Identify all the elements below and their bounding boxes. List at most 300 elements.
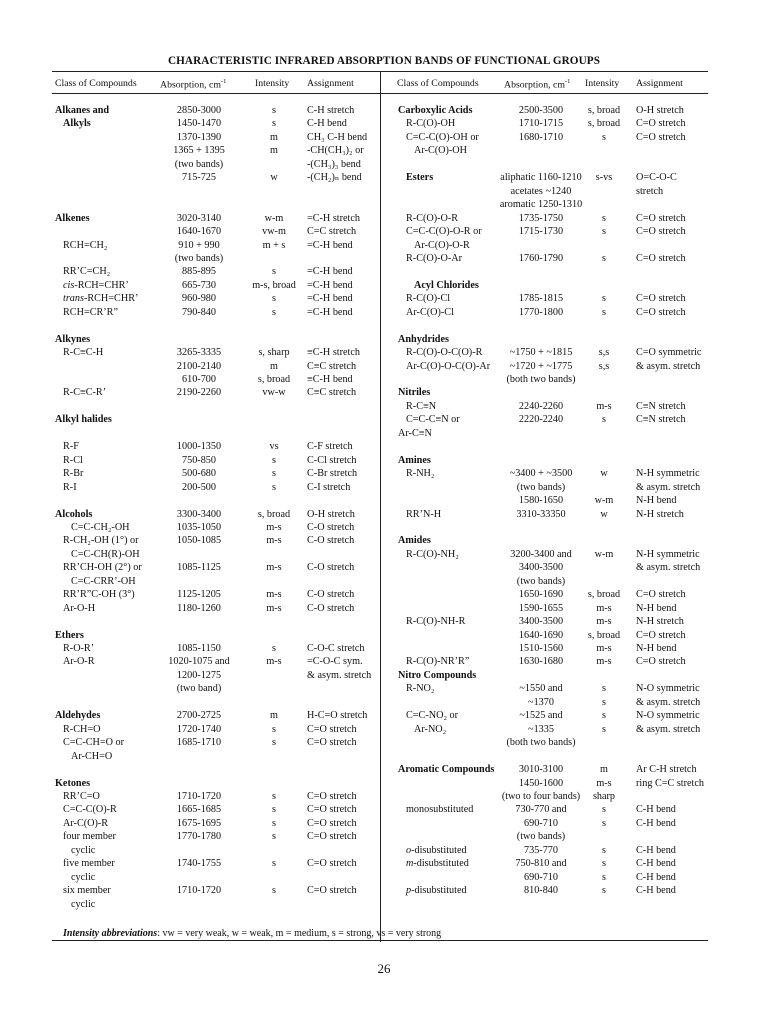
class-cell: Alcohols <box>55 508 93 520</box>
assignment-cell: O-H stretch <box>307 508 355 520</box>
intensity-cell: m <box>270 145 278 157</box>
header-class: Class of Compounds <box>55 78 137 89</box>
class-cell: Carboxylic Acids <box>398 105 473 116</box>
absorption-cell: 1450-1600 <box>518 777 564 789</box>
assignment-cell: C=O stretch <box>636 306 686 318</box>
assignment-cell: -(CH₃)₃ bend <box>307 158 361 170</box>
assignment-cell: C=O stretch <box>636 131 686 143</box>
class-cell: Alkyls <box>63 118 91 130</box>
class-cell: R-NH₂ <box>406 468 435 480</box>
class-cell: R-C(O)-OH <box>406 118 456 130</box>
class-cell: Amines <box>398 454 431 466</box>
absorption-cell: 1365 + 1395 <box>173 145 225 157</box>
absorption-cell: 750-850 <box>182 454 216 466</box>
intensity-cell: m-s <box>596 616 612 628</box>
intensity-cell: s <box>272 817 276 829</box>
class-cell: RCH=CR’R” <box>63 306 118 318</box>
intensity-cell: s <box>602 723 606 735</box>
class-cell: C=C-NO₂ or <box>406 710 459 722</box>
absorption-cell: 3265-3335 <box>176 347 222 359</box>
class-cell: R-F <box>63 441 79 453</box>
assignment-cell: N-H symmetric <box>636 548 700 560</box>
assignment-cell: -CH(CH₃)₂ or <box>307 145 364 157</box>
absorption-cell: 1760-1790 <box>518 252 564 264</box>
absorption-cell: 3010-3100 <box>518 764 564 776</box>
class-cell: R-C(O)-NH-R <box>406 616 466 628</box>
assignment-cell: C≡N stretch <box>636 414 686 426</box>
class-cell: R-I <box>63 481 77 493</box>
intensity-cell: s, sharp <box>258 347 290 359</box>
absorption-cell: ~1335 <box>528 723 554 735</box>
page-number: 26 <box>377 961 391 976</box>
assignment-cell: C=O stretch <box>307 858 357 870</box>
intensity-cell: m-s <box>266 535 282 547</box>
header-absorption-text: Absorption, cm <box>504 79 565 91</box>
class-cell: Ar-C(O)-R <box>63 817 109 829</box>
assignment-cell: C-I stretch <box>307 481 351 493</box>
intensity-cell: s <box>602 804 606 816</box>
intensity-cell: s <box>602 858 606 870</box>
intensity-cell: s, broad <box>257 508 291 520</box>
assignment-cell: & asym. stretch <box>636 481 701 493</box>
class-cell: Ar-CH=O <box>71 750 113 762</box>
class-cell: C=C-C(O)-OH or <box>406 131 479 143</box>
class-cell: R-C(O)-NH₂ <box>406 548 459 560</box>
absorption-cell: 1510-1560 <box>518 643 564 654</box>
header-absorption <box>160 78 226 90</box>
assignment-cell: O=C-O-C <box>636 172 677 184</box>
intensity-cell: s, broad <box>587 589 621 601</box>
header-intensity: Intensity <box>585 78 620 89</box>
class-cell: Ethers <box>55 629 84 641</box>
absorption-cell: 1000-1350 <box>176 441 222 453</box>
absorption-cell: 1085-1150 <box>177 643 221 654</box>
intensity-cell: m-s <box>596 400 612 412</box>
class-cell: Alkynes <box>55 333 91 345</box>
intensity-cell: s-vs <box>595 172 613 184</box>
absorption-cell: 2220-2240 <box>518 414 564 426</box>
absorption-cell: 1735-1750 <box>518 212 564 224</box>
header-absorption <box>504 78 570 90</box>
class-cell: p-disubstituted <box>406 885 467 897</box>
class-cell: Ketones <box>55 777 91 789</box>
class-cell: Nitriles <box>398 387 431 399</box>
assignment-cell: C-H bend <box>636 804 676 816</box>
absorption-cell: 1085-1125 <box>177 562 221 574</box>
class-cell: cis-RCH=CHR’ <box>63 279 129 291</box>
absorption-cell: 1710-1720 <box>176 790 222 802</box>
assignment-cell: N-O symmetric <box>636 710 700 722</box>
assignment-cell: C=O stretch <box>307 831 357 843</box>
absorption-cell: 1770-1780 <box>176 831 222 843</box>
absorption-cell: 665-730 <box>182 279 216 291</box>
assignment-cell: N-H bend <box>636 495 677 507</box>
absorption-cell: 610-700 <box>182 374 216 385</box>
column-divider <box>380 72 381 942</box>
class-cell: Ar-O-R <box>63 656 95 668</box>
assignment-cell: N-H stretch <box>636 616 684 628</box>
assignment-cell: C-O stretch <box>307 535 355 547</box>
absorption-cell: 1770-1800 <box>518 306 564 318</box>
assignment-cell: C=O stretch <box>307 723 357 735</box>
absorption-cell: 1630-1680 <box>518 656 564 668</box>
absorption-cell: 1050-1085 <box>176 535 222 547</box>
class-cell: R-C(O)-NR’R” <box>406 656 470 668</box>
header-absorption-unit: -1 <box>220 78 227 85</box>
intensity-cell: s <box>602 710 606 722</box>
absorption-cell: 1020-1075 and <box>168 656 230 668</box>
assignment-cell: & asym. stretch <box>636 696 701 708</box>
assignment-cell: C=O stretch <box>636 212 686 224</box>
class-cell: trans-RCH=CHR’ <box>63 293 139 305</box>
absorption-cell: ~3400 + ~3500 <box>509 468 573 480</box>
absorption-cell: 3400-3500 <box>518 616 564 628</box>
intensity-cell: m-s <box>596 643 612 654</box>
intensity-cell: m-s, broad <box>252 279 296 291</box>
assignment-cell: =C-H bend <box>307 239 353 251</box>
absorption-cell: 1125-1205 <box>177 589 221 601</box>
absorption-cell: ~1525 and <box>519 710 563 722</box>
class-cell: C=C-CRR’-OH <box>71 575 136 587</box>
class-cell: R-C(O)-O-R <box>406 212 459 224</box>
class-cell: Esters <box>406 172 434 184</box>
absorption-cell: 1715-1730 <box>518 226 564 238</box>
absorption-cell: (both two bands) <box>506 737 576 749</box>
assignment-cell: C-H bend <box>636 885 676 897</box>
assignment-cell: C-H stretch <box>307 105 355 116</box>
class-cell: R-C≡N <box>406 400 437 412</box>
absorption-cell: 690-710 <box>524 871 558 883</box>
assignment-cell: N-H bend <box>636 643 677 654</box>
absorption-cell: 1650-1690 <box>518 589 564 601</box>
assignment-cell: C=O stretch <box>636 118 686 130</box>
absorption-cell: 1710-1715 <box>518 118 564 130</box>
absorption-cell: 910 + 990 <box>178 239 220 251</box>
intensity-abbreviations <box>63 928 441 939</box>
class-cell: RR’N-H <box>406 508 442 520</box>
class-cell: C=C-CH₂-OH <box>71 521 130 533</box>
intensity-cell: s <box>602 817 606 829</box>
absorption-cell: 810-840 <box>524 885 558 897</box>
intensity-cell: s,s <box>598 347 610 359</box>
intensity-cell: s <box>272 118 276 130</box>
class-cell: RR’C=CH₂ <box>63 266 111 278</box>
intensity-cell: s <box>602 414 606 426</box>
assignment-cell: C=O symmetric <box>636 347 702 359</box>
intensity-cell: s, broad <box>257 374 291 385</box>
assignment-cell: C-O stretch <box>307 562 355 574</box>
intensity-cell: s <box>602 696 606 708</box>
intensity-cell: s <box>272 306 276 318</box>
header-assignment: Assignment <box>636 78 683 89</box>
intensity-cell: m-s <box>266 589 282 601</box>
class-cell: C=C-CH(R)-OH <box>71 548 140 560</box>
class-cell: C=C-CH=O or <box>63 737 125 749</box>
absorption-cell: 1680-1710 <box>518 131 564 143</box>
intensity-cell: vw-m <box>262 226 286 238</box>
intensity-cell: s <box>272 723 276 735</box>
absorption-cell: 500-680 <box>182 468 216 480</box>
absorption-cell: 2850-3000 <box>176 105 222 116</box>
assignment-cell: C-Br stretch <box>307 468 358 480</box>
intensity-cell: s <box>272 804 276 816</box>
absorption-cell: 790-840 <box>182 306 216 318</box>
absorption-cell: 2100-2140 <box>176 360 222 372</box>
assignment-cell: N-O symmetric <box>636 683 700 695</box>
assignment-cell: C-O stretch <box>307 521 355 533</box>
intensity-cell: sharp <box>592 790 616 802</box>
absorption-cell: ~1750 + ~1815 <box>509 347 573 359</box>
absorption-cell: 1710-1720 <box>176 885 222 897</box>
class-cell: Anhydrides <box>398 333 449 345</box>
absorption-cell: 730-770 and <box>515 804 567 816</box>
assignment-cell: C-Cl stretch <box>307 454 357 466</box>
class-cell: Alkyl halides <box>55 414 112 426</box>
assignment-cell: C-H bend <box>636 871 676 883</box>
absorption-cell: ~1370 <box>528 696 554 708</box>
assignment-cell: C=O stretch <box>307 790 357 802</box>
assignment-cell: C-F stretch <box>307 441 353 453</box>
intensity-cell: m <box>270 710 278 722</box>
class-cell: o-disubstituted <box>406 844 467 856</box>
absorption-cell: 1200-1275 <box>176 669 222 681</box>
absorption-cell: 1640-1690 <box>518 629 564 641</box>
intensity-cell: s, broad <box>587 105 621 116</box>
absorption-cell: 3310-33350 <box>516 508 566 520</box>
header-assignment: Assignment <box>307 78 354 89</box>
assignment-cell: =C-H bend <box>307 266 353 278</box>
abbreviations-text: : vw = very weak, w = weak, m = medium, s = strong, vs = very strong <box>157 928 442 939</box>
class-cell: monosubstituted <box>406 804 474 816</box>
class-cell: R-Cl <box>63 454 83 466</box>
intensity-cell: s <box>602 871 606 883</box>
class-cell: RR’CH-OH (2°) or <box>63 562 142 574</box>
absorption-cell: 885-895 <box>182 266 216 278</box>
assignment-cell: C=O stretch <box>307 885 357 897</box>
absorption-cell: 1675-1695 <box>176 817 222 829</box>
absorption-cell: 1370-1390 <box>176 131 222 143</box>
class-cell: R-C(O)-Cl <box>406 293 451 305</box>
absorption-cell: 1450-1470 <box>176 118 222 130</box>
intensity-cell: m-s <box>266 656 282 668</box>
intensity-cell: s <box>602 683 606 695</box>
class-cell: R-C(O)-O-Ar <box>406 252 463 264</box>
intensity-cell: s <box>272 885 276 897</box>
intensity-cell: s <box>272 858 276 870</box>
absorption-cell: 3400-3500 <box>518 562 564 574</box>
intensity-cell: m <box>270 360 278 372</box>
intensity-cell: s <box>272 831 276 843</box>
intensity-cell: s, broad <box>587 629 621 641</box>
assignment-cell: C-H bend <box>307 118 347 130</box>
absorption-cell: 1740-1755 <box>176 858 222 870</box>
header-absorption-text: Absorption, cm <box>160 79 221 91</box>
absorption-cell: (two bands) <box>174 158 224 170</box>
class-cell: Ar-NO₂ <box>414 723 447 735</box>
class-cell: RR’R”C-OH (3°) <box>63 589 135 601</box>
absorption-cell: 1580-1650 <box>518 495 564 507</box>
assignment-cell: ≡C-H stretch <box>307 347 360 359</box>
assignment-cell: C≡C stretch <box>307 360 357 372</box>
class-cell: m-disubstituted <box>406 858 469 870</box>
absorption-cell: 3020-3140 <box>176 212 222 224</box>
intensity-cell: w-m <box>594 548 614 560</box>
absorption-cell: 2240-2260 <box>518 400 564 412</box>
assignment-cell: Ar C-H stretch <box>636 764 697 776</box>
intensity-cell: m <box>600 764 608 776</box>
absorption-cell: 1180-1260 <box>177 602 221 614</box>
assignment-cell: C≡C stretch <box>307 387 357 399</box>
class-cell: Aldehydes <box>55 710 101 722</box>
intensity-cell: w <box>600 468 608 480</box>
class-cell: four member <box>63 831 116 843</box>
absorption-cell: 2700-2725 <box>176 710 222 722</box>
intensity-cell: w-m <box>264 212 284 224</box>
absorption-cell: (two band) <box>176 683 222 695</box>
class-cell: R-Br <box>63 468 84 480</box>
absorption-cell: 1785-1815 <box>518 293 564 305</box>
absorption-cell: 2500-3500 <box>518 105 564 116</box>
assignment-cell: & asym. stretch <box>636 360 701 372</box>
intensity-cell: m + s <box>262 239 286 251</box>
assignment-cell: =C-O-C sym. <box>307 656 363 668</box>
absorption-cell: 1035-1050 <box>176 521 222 533</box>
intensity-cell: s <box>272 790 276 802</box>
assignment-cell: O-H stretch <box>636 105 684 116</box>
assignment-cell: C-O stretch <box>307 589 355 601</box>
page-title: CHARACTERISTIC INFRARED ABSORPTION BANDS OF FUNCTIONAL GROUPS <box>167 55 601 67</box>
absorption-cell: ~1720 + ~1775 <box>509 360 573 372</box>
assignment-cell: C=O stretch <box>307 804 357 816</box>
assignment-cell: C=O stretch <box>636 629 686 641</box>
intensity-cell: s <box>272 643 276 654</box>
absorption-cell: 200-500 <box>182 481 216 493</box>
class-cell: Alkenes <box>55 212 90 224</box>
intensity-cell: s <box>272 266 276 278</box>
class-cell: Ar-C(O)-O-R <box>414 239 470 251</box>
absorption-cell: 960-980 <box>182 293 216 305</box>
absorption-cell: ~1550 and <box>519 683 563 695</box>
assignment-cell: stretch <box>636 185 664 197</box>
class-cell: C=C-C(O)-O-R or <box>406 226 482 238</box>
intensity-cell: s <box>602 844 606 856</box>
class-cell: R-C≡C-H <box>63 347 104 359</box>
absorption-cell: 1685-1710 <box>176 737 222 749</box>
assignment-cell: -(CH₂)ₙ bend <box>307 172 362 184</box>
class-cell: R-CH=O <box>63 723 101 735</box>
class-cell: Acyl Chlorides <box>414 279 479 291</box>
intensity-cell: s <box>602 226 606 238</box>
absorption-cell: (two to four bands) <box>501 790 581 802</box>
absorption-cell: 1640-1670 <box>176 226 222 238</box>
class-cell: Ar-O-H <box>63 602 96 614</box>
assignment-cell: C-O stretch <box>307 602 355 614</box>
intensity-cell: s <box>602 306 606 318</box>
assignment-cell: N-H bend <box>636 602 677 614</box>
absorption-cell: (two bands) <box>516 575 566 587</box>
assignment-cell: H-C=O stretch <box>307 710 368 722</box>
absorption-cell: (both two bands) <box>506 374 576 385</box>
intensity-cell: w <box>600 508 608 520</box>
header-intensity: Intensity <box>255 78 290 89</box>
intensity-cell: s <box>602 252 606 264</box>
assignment-cell: & asym. stretch <box>636 562 701 574</box>
assignment-cell: C-H bend <box>636 858 676 870</box>
absorption-cell: 1590-1655 <box>518 602 564 614</box>
assignment-cell: C=O stretch <box>636 656 686 668</box>
class-cell: Aromatic Compounds <box>398 764 495 776</box>
assignment-cell: C-H bend <box>636 817 676 829</box>
assignment-cell: =C-H bend <box>307 306 353 318</box>
assignment-cell: C=O stretch <box>636 293 686 305</box>
intensity-cell: m-s <box>596 656 612 668</box>
absorption-cell: 715-725 <box>182 172 216 184</box>
absorption-cell: 2190-2260 <box>176 387 222 399</box>
intensity-cell: m-s <box>596 777 612 789</box>
assignment-cell: ring C=C stretch <box>636 777 704 789</box>
absorption-cell: 1720-1740 <box>176 723 222 735</box>
class-cell: six member <box>63 885 111 897</box>
assignment-cell: C=C stretch <box>307 226 357 238</box>
absorption-cell: (two bands) <box>174 252 224 264</box>
assignment-cell: N-H stretch <box>636 508 684 520</box>
intensity-cell: w-m <box>594 495 614 507</box>
class-cell: Alkanes and <box>55 105 110 116</box>
class-cell: C=C-C(O)-R <box>63 804 117 816</box>
abbreviations-label: Intensity abbreviations <box>63 928 158 939</box>
intensity-cell: s <box>602 131 606 143</box>
class-cell: Ar-C(O)-OH <box>414 145 467 157</box>
class-cell: five member <box>63 858 115 870</box>
class-cell: cyclic <box>71 844 96 856</box>
class-cell: Nitro Compounds <box>398 669 477 681</box>
assignment-cell: ≡C-H bend <box>307 374 353 385</box>
intensity-cell: s <box>272 737 276 749</box>
class-cell: Ar-C(O)-Cl <box>406 306 454 318</box>
intensity-cell: s <box>272 481 276 493</box>
intensity-cell: w <box>270 172 278 184</box>
intensity-cell: s,s <box>598 360 610 372</box>
absorption-cell: (two bands) <box>516 481 566 493</box>
class-cell: R-C(O)-O-C(O)-R <box>406 347 483 359</box>
class-cell: C=C-C≡N or <box>406 414 460 426</box>
class-cell: Ar-C≡N <box>398 427 432 439</box>
intensity-cell: m-s <box>266 521 282 533</box>
assignment-cell: C=O stretch <box>307 817 357 829</box>
absorption-cell: 3300-3400 <box>176 508 222 520</box>
assignment-cell: C=O stretch <box>636 589 686 601</box>
assignment-cell: & asym. stretch <box>636 723 701 735</box>
class-cell: R-NO₂ <box>406 683 435 695</box>
absorption-cell: acetates ~1240 <box>510 185 572 197</box>
intensity-cell: m-s <box>596 602 612 614</box>
absorption-cell: aromatic 1250-1310 <box>499 199 583 211</box>
intensity-cell: vs <box>269 441 279 453</box>
assignment-cell: CH₃ C-H bend <box>307 131 368 143</box>
class-cell: R-C≡C-R’ <box>63 387 107 399</box>
class-cell: Ar-C(O)-O-C(O)-Ar <box>406 360 491 372</box>
intensity-cell: s <box>602 293 606 305</box>
absorption-cell: 3200-3400 and <box>510 548 572 560</box>
assignment-cell: N-H symmetric <box>636 468 700 480</box>
intensity-cell: s <box>272 293 276 305</box>
absorption-cell: 735-770 <box>524 844 558 856</box>
class-cell: Amides <box>398 535 431 547</box>
intensity-cell: vw-w <box>262 387 286 399</box>
intensity-cell: s <box>602 885 606 897</box>
assignment-cell: C-O-C stretch <box>307 643 365 654</box>
intensity-cell: m <box>270 131 278 143</box>
